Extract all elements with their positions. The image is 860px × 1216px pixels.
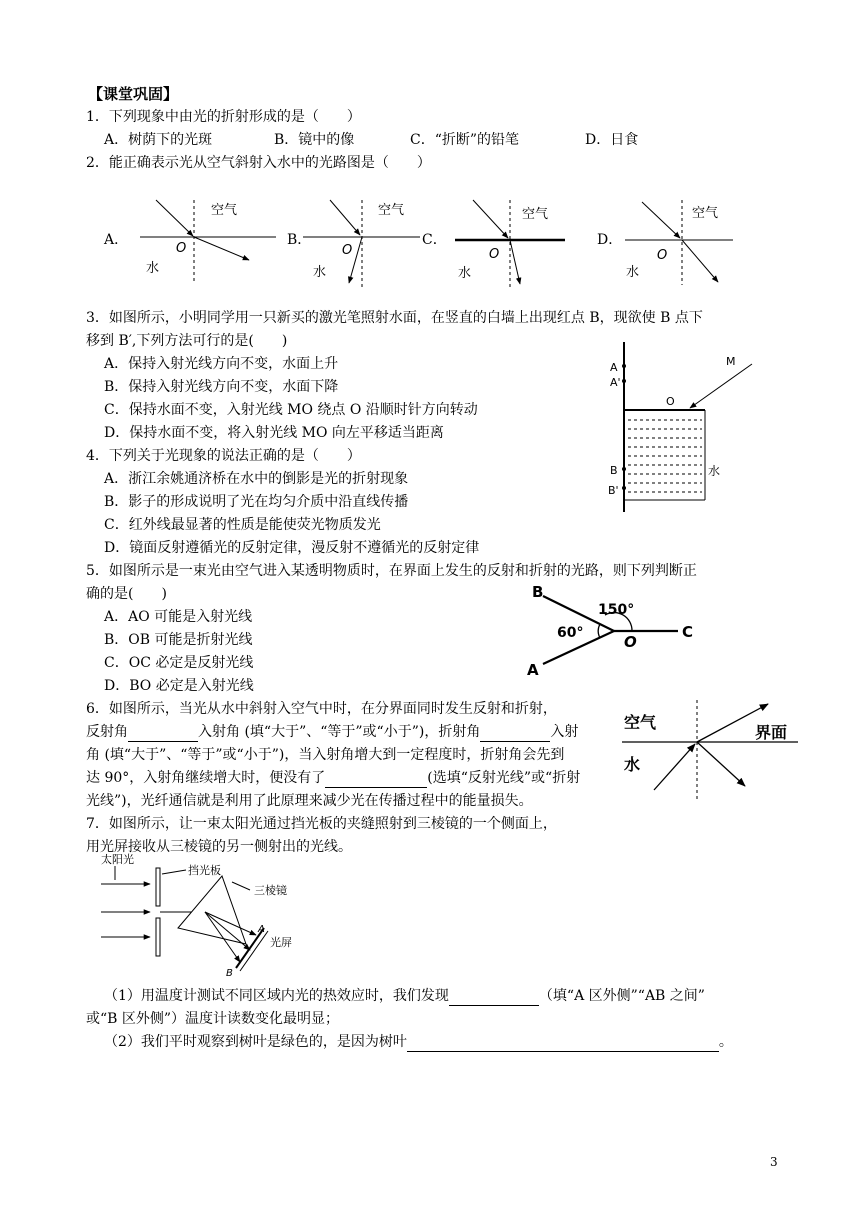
svg-text:水: 水 — [313, 265, 327, 280]
svg-text:O: O — [624, 633, 637, 651]
q5-option-a: A．AO 可能是入射光线 — [104, 609, 253, 625]
q7-line2: 用光屏接收从三棱镜的另一侧射出的光线。 — [86, 839, 352, 855]
svg-text:空气: 空气 — [378, 203, 405, 218]
q2-option-c: C． — [422, 232, 447, 248]
q6-line4: 达 90°，入射角继续增大时，便没有了 (选填“反射光线”或“折射 — [86, 770, 581, 786]
svg-text:空气: 空气 — [522, 207, 549, 222]
q3-line1: 3．如图所示，小明同学用一只新买的激光笔照射水面，在竖直的白墙上出现红点 B，现欲使 B 点下 — [86, 310, 703, 326]
q4-option-a: A．浙江余姚通济桥在水中的倒影是光的折射现象 — [104, 471, 409, 487]
q7-blank-1[interactable] — [449, 989, 539, 1006]
svg-text:M: M — [726, 355, 736, 368]
svg-text:光屏: 光屏 — [270, 936, 292, 949]
q7-sub1-line1: （1）用温度计测试不同区域内光的热效应时，我们发现 （填“A 区外侧”“AB 之间” — [104, 988, 705, 1004]
svg-text:B: B — [532, 583, 544, 601]
svg-text:水: 水 — [458, 266, 472, 281]
svg-text:A': A' — [610, 376, 621, 389]
svg-text:O: O — [657, 248, 668, 263]
page-number: 3 — [770, 1155, 778, 1169]
svg-text:B: B — [226, 968, 233, 979]
q6-line5: 光线”)，光纤通信就是利用了此原理来减少光在传播过程中的能量损失。 — [86, 793, 533, 809]
svg-text:空气: 空气 — [624, 713, 657, 732]
q4-option-b: B．影子的形成说明了光在均匀介质中沿直线传播 — [104, 494, 409, 510]
svg-text:挡光板: 挡光板 — [188, 864, 221, 877]
q6-line1: 6．如图所示，当光从水中斜射入空气中时，在分界面同时发生反射和折射， — [86, 701, 557, 717]
q3-option-b: B．保持入射光线方向不变，水面下降 — [104, 379, 339, 395]
q7-sub1-line2: 或“B 区外侧”）温度计读数变化最明显； — [86, 1011, 340, 1027]
q3-line2: 移到 B′,下列方法可行的是( ) — [86, 333, 288, 349]
svg-text:水: 水 — [624, 755, 641, 774]
svg-text:B: B — [610, 464, 618, 477]
q6-line3: 角 (填“大于”、“等于”或“小于”)，当入射角增大到一定程度时，折射角会先到 — [86, 747, 565, 763]
svg-text:水: 水 — [146, 261, 160, 276]
q2-option-a: A． — [104, 232, 129, 248]
svg-text:空气: 空气 — [692, 206, 719, 221]
q5-line1: 5．如图所示是一束光由空气进入某透明物质时，在界面上发生的反射和折射的光路，则下列判断正 — [86, 563, 697, 579]
q5-line2: 确的是( ) — [86, 586, 167, 602]
q3-option-d: D．保持水面不变，将入射光线 MO 向左平移适当距离 — [104, 425, 444, 441]
svg-text:水: 水 — [626, 265, 640, 280]
q5-option-c: C．OC 必定是反射光线 — [104, 655, 254, 671]
q1-option-c: C．“折断”的铅笔 — [410, 132, 520, 148]
svg-text:三棱镜: 三棱镜 — [254, 884, 287, 897]
q2a-air-label: 空气 — [211, 203, 238, 218]
svg-text:150°: 150° — [598, 602, 635, 618]
svg-text:水: 水 — [708, 464, 721, 478]
q5-option-d: D．BO 必定是入射光线 — [104, 678, 254, 694]
svg-text:界面: 界面 — [755, 723, 788, 742]
q3-option-c: C．保持水面不变，入射光线 MO 绕点 O 沿顺时针方向转动 — [104, 402, 478, 418]
q7-line1: 7．如图所示，让一束太阳光通过挡光板的夹缝照射到三棱镜的一个侧面上， — [86, 816, 557, 832]
q1-stem: 1．下列现象中由光的折射形成的是（ ） — [86, 109, 361, 125]
q5-option-b: B．OB 可能是折射光线 — [104, 632, 253, 648]
section-title: 【课堂巩固】 — [88, 85, 179, 103]
q3-option-a: A．保持入射光线方向不变，水面上升 — [104, 356, 339, 372]
q2-option-b: B． — [287, 232, 312, 248]
q1-option-d: D．日食 — [585, 132, 639, 148]
q1-option-a: A．树荫下的光斑 — [104, 132, 213, 148]
svg-text:O: O — [342, 243, 353, 258]
svg-text:太阳光: 太阳光 — [101, 853, 134, 866]
svg-text:C: C — [682, 623, 694, 641]
svg-text:A: A — [610, 361, 618, 374]
q4-option-c: C．红外线最显著的性质是能使荧光物质发光 — [104, 517, 381, 533]
q1-option-b: B．镜中的像 — [274, 132, 355, 148]
q6-line2: 反射角 入射角 (填“大于”、“等于”或“小于”)，折射角 入射 — [86, 724, 579, 740]
q4-stem: 4．下列关于光现象的说法正确的是（ ） — [86, 448, 361, 464]
q7-sub2: （2）我们平时观察到树叶是绿色的，是因为树叶 。 — [104, 1034, 733, 1050]
svg-text:A: A — [258, 924, 265, 935]
q2-stem: 2．能正确表示光从空气斜射入水中的光路图是（ ） — [86, 155, 431, 171]
svg-text:B': B' — [608, 484, 619, 497]
q4-option-d: D．镜面反射遵循光的反射定律，漫反射不遵循光的反射定律 — [104, 540, 480, 556]
q2-option-d: D． — [597, 232, 623, 248]
svg-text:O: O — [489, 247, 500, 262]
svg-text:O: O — [176, 241, 187, 256]
svg-text:60°: 60° — [557, 625, 584, 641]
svg-text:O: O — [666, 395, 675, 408]
q7-blank-2[interactable] — [407, 1035, 719, 1052]
svg-text:A: A — [527, 661, 539, 679]
